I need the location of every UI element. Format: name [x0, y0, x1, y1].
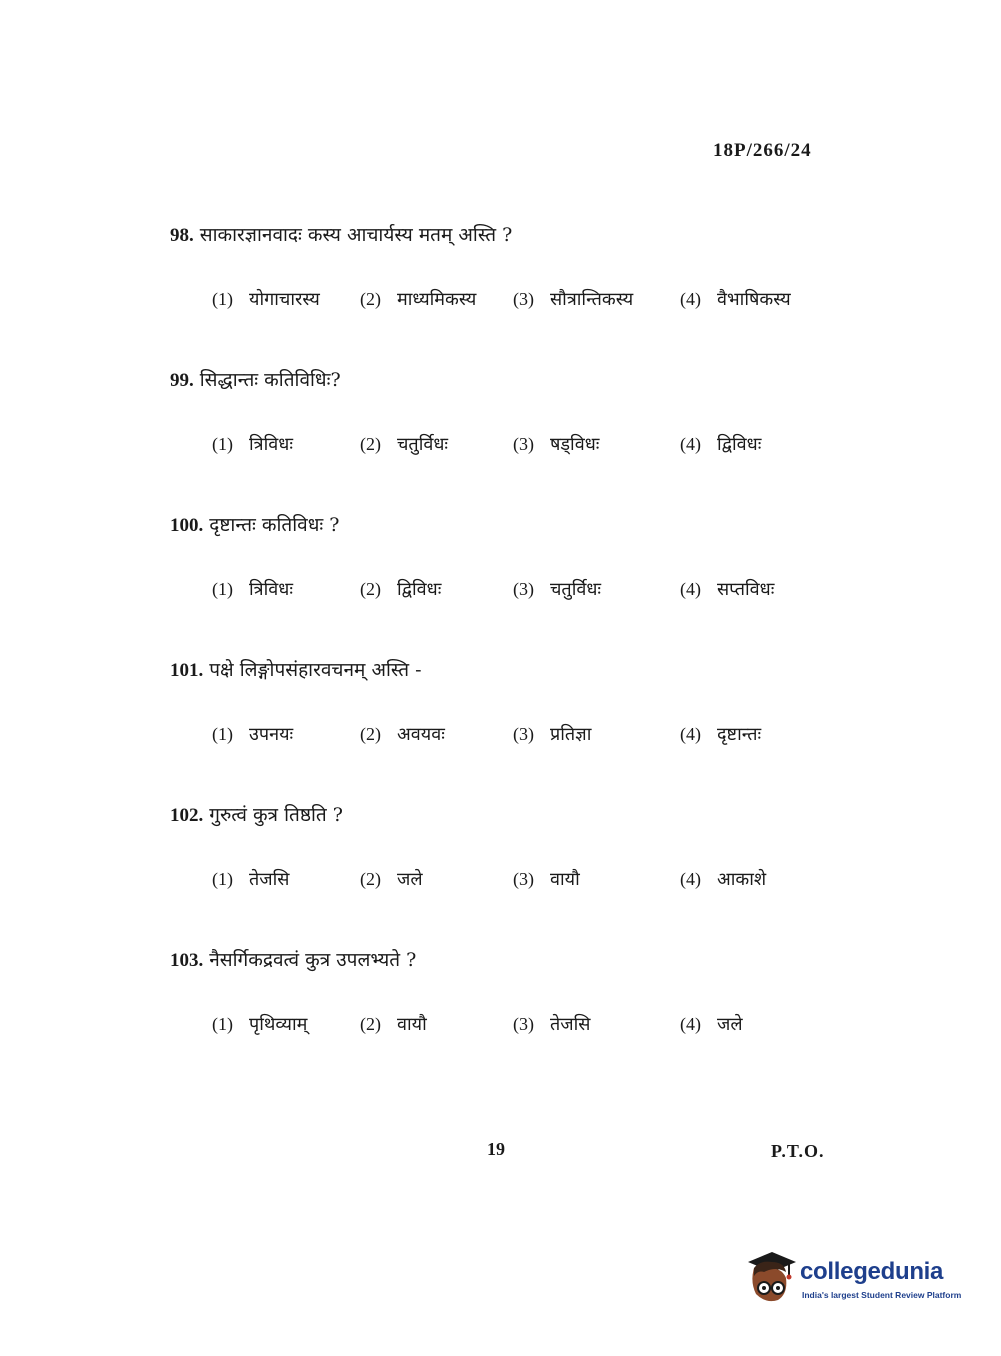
option-3: (3) वायौ — [513, 869, 580, 890]
question-100 — [170, 512, 870, 607]
question-stem — [170, 947, 870, 974]
question-text: पक्षे लिङ्गोपसंहारवचनम् अस्ति - — [209, 659, 422, 681]
question-text: सिद्धान्तः कतिविधिः? — [199, 369, 341, 391]
logo-brand-text: collegedunia — [800, 1258, 944, 1285]
question-number: 99. — [170, 370, 194, 391]
question-98 — [170, 222, 870, 317]
option-1: (1) योगाचारस्य — [212, 289, 320, 310]
question-text: नैसर्गिकद्रवत्वं कुत्र उपलभ्यते ? — [209, 949, 417, 971]
option-3: (3) सौत्रान्तिकस्य — [513, 289, 634, 310]
collegedunia-logo — [742, 1248, 972, 1312]
paper-code: 18P/266/24 — [713, 140, 812, 161]
question-number: 98. — [170, 225, 194, 246]
question-stem — [170, 657, 870, 684]
question-text: दृष्टान्तः कतिविधः ? — [209, 514, 340, 536]
page-number: 19 — [487, 1139, 505, 1159]
question-number: 103. — [170, 950, 204, 971]
option-list — [170, 722, 870, 752]
option-3: (3) चतुर्विधः — [513, 579, 602, 600]
option-4: (4) सप्तविधः — [680, 579, 775, 600]
option-3: (3) षड्विधः — [513, 434, 600, 455]
option-3: (3) प्रतिज्ञा — [513, 724, 592, 745]
logo-tagline: India's largest Student Review Platform — [802, 1290, 962, 1300]
option-4: (4) वैभाषिकस्य — [680, 289, 791, 310]
question-number: 101. — [170, 660, 204, 681]
question-102 — [170, 802, 870, 897]
question-stem — [170, 222, 870, 249]
question-103 — [170, 947, 870, 1042]
option-2: (2) द्विविधः — [360, 579, 442, 600]
student-mascot-icon — [742, 1248, 798, 1312]
option-4: (4) द्विविधः — [680, 434, 762, 455]
question-number: 100. — [170, 515, 204, 536]
question-99 — [170, 367, 870, 462]
question-101 — [170, 657, 870, 752]
option-list — [170, 287, 870, 317]
option-1: (1) त्रिविधः — [212, 434, 293, 455]
option-1: (1) उपनयः — [212, 724, 294, 745]
option-2: (2) चतुर्विधः — [360, 434, 449, 455]
option-2: (2) वायौ — [360, 1014, 427, 1035]
option-2: (2) जले — [360, 869, 423, 890]
option-3: (3) तेजसि — [513, 1014, 591, 1035]
question-text: साकारज्ञानवादः कस्य आचार्यस्य मतम् अस्ति ? — [199, 224, 513, 246]
option-list — [170, 432, 870, 462]
question-stem — [170, 512, 870, 539]
option-1: (1) पृथिव्याम् — [212, 1014, 308, 1035]
option-1: (1) तेजसि — [212, 869, 290, 890]
option-1: (1) त्रिविधः — [212, 579, 293, 600]
option-2: (2) अवयवः — [360, 724, 445, 745]
option-4: (4) दृष्टान्तः — [680, 724, 762, 745]
question-stem — [170, 802, 870, 829]
option-4: (4) जले — [680, 1014, 743, 1035]
option-4: (4) आकाशे — [680, 869, 767, 890]
question-text: गुरुत्वं कुत्र तिष्ठति ? — [209, 804, 343, 826]
pto-label: P.T.O. — [771, 1141, 825, 1161]
option-list — [170, 867, 870, 897]
question-number: 102. — [170, 805, 204, 826]
option-list — [170, 1012, 870, 1042]
option-list — [170, 577, 870, 607]
question-stem — [170, 367, 870, 394]
option-2: (2) माध्यमिकस्य — [360, 289, 477, 310]
